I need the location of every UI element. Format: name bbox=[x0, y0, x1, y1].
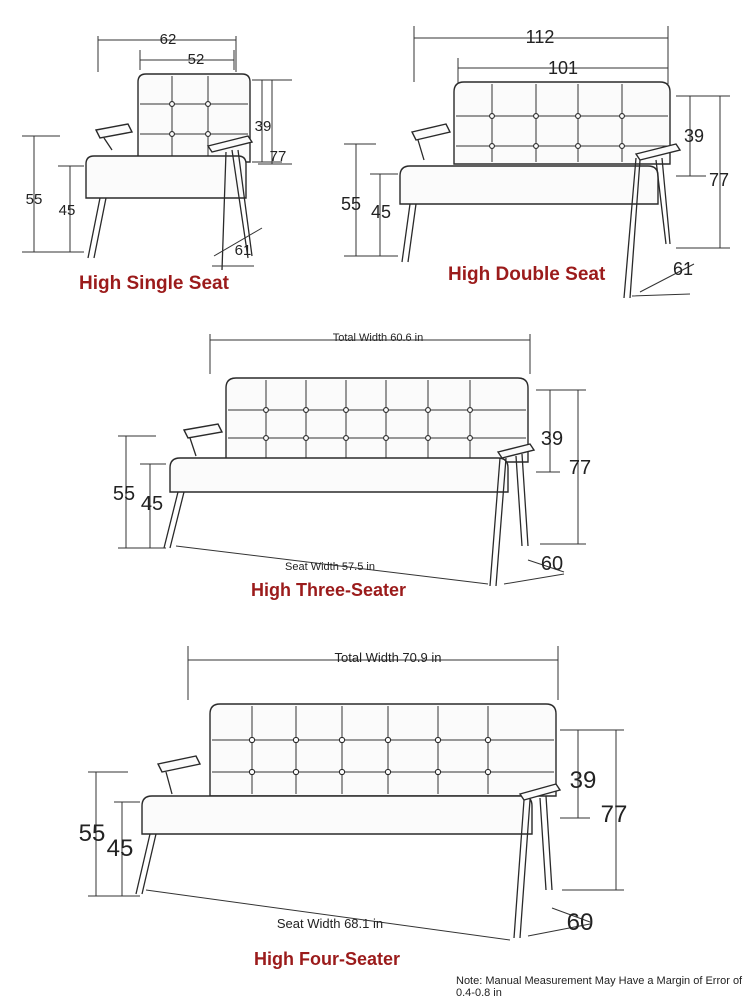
four-total-width: Total Width 70.9 in bbox=[334, 650, 442, 665]
four-total-height: 77 bbox=[600, 801, 628, 828]
three-total-height: 77 bbox=[568, 457, 592, 479]
single-seat-title: High Single Seat bbox=[79, 273, 229, 294]
single-seat-drawing bbox=[22, 31, 292, 270]
double-seat-height: 45 bbox=[370, 202, 392, 222]
four-depth: 60 bbox=[566, 909, 594, 936]
three-seater-drawing bbox=[113, 332, 591, 586]
three-seater-title: High Three-Seater bbox=[251, 580, 407, 600]
three-seat-height: 45 bbox=[140, 493, 164, 515]
three-total-width: Total Width 60.6 in bbox=[332, 332, 424, 344]
double-depth: 61 bbox=[672, 259, 694, 279]
four-seater-drawing bbox=[79, 646, 628, 940]
single-depth: 61 bbox=[234, 242, 252, 259]
double-arm-height: 55 bbox=[340, 194, 362, 214]
single-total-height: 77 bbox=[269, 148, 287, 165]
four-arm-height: 55 bbox=[78, 820, 106, 847]
three-depth: 60 bbox=[540, 553, 564, 575]
single-arm-height: 55 bbox=[25, 191, 43, 208]
double-total-height: 77 bbox=[708, 170, 730, 190]
double-back-height: 39 bbox=[683, 126, 705, 146]
single-seat-height: 45 bbox=[58, 202, 76, 219]
single-seat-width: 52 bbox=[187, 51, 205, 68]
double-seat-drawing bbox=[341, 26, 730, 298]
double-seat-title: High Double Seat bbox=[448, 264, 606, 285]
three-back-height: 39 bbox=[540, 428, 564, 450]
single-overall-width: 62 bbox=[159, 31, 177, 48]
double-overall-width: 112 bbox=[525, 27, 555, 47]
four-seat-height: 45 bbox=[106, 835, 134, 862]
double-seat-width: 101 bbox=[547, 58, 579, 78]
four-seater-title: High Four-Seater bbox=[254, 949, 401, 969]
measurement-note: Note: Manual Measurement May Have a Margin of Error of 0.4-0.8 in bbox=[456, 975, 743, 999]
three-seat-width: Seat Width 57.5 in bbox=[285, 561, 375, 573]
four-seat-width: Seat Width 68.1 in bbox=[276, 916, 384, 931]
three-arm-height: 55 bbox=[112, 483, 136, 505]
single-back-height: 39 bbox=[254, 118, 272, 135]
four-back-height: 39 bbox=[569, 767, 597, 794]
